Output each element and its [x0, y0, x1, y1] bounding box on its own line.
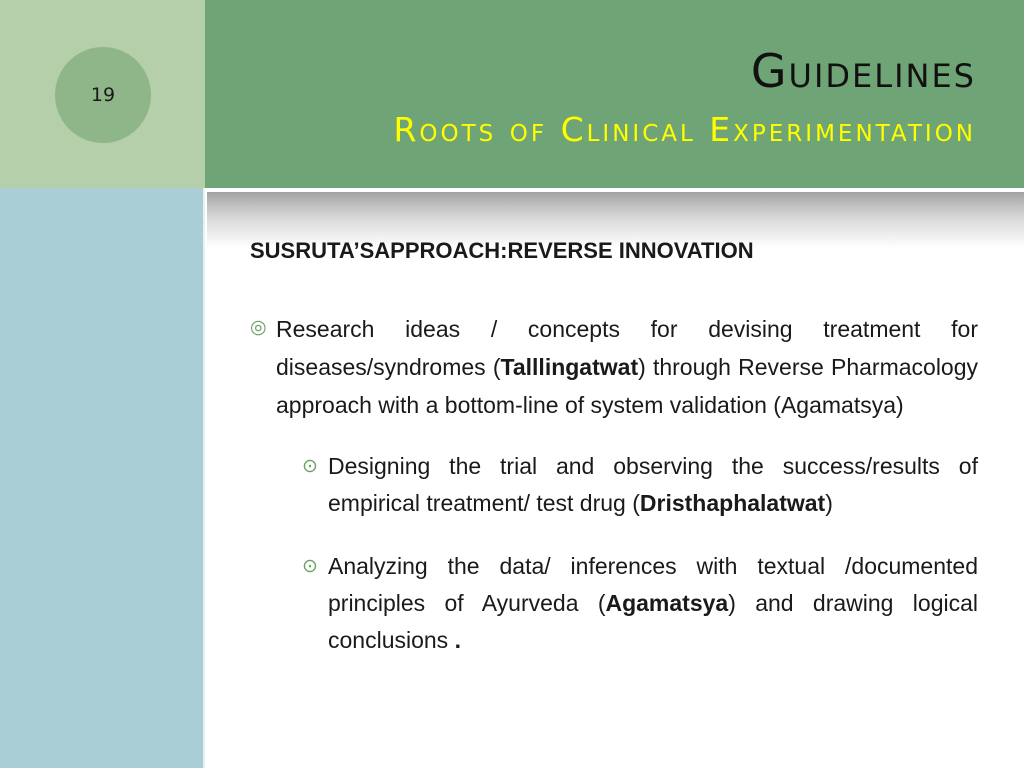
bullet-analyzing-data: [250, 548, 978, 659]
bullet-text: Designing the trial and observing the success/results of empirical treatment/ test drug (: [328, 453, 978, 516]
bullet-text: ) and drawing logical conclusions: [328, 590, 979, 653]
bullet-text: Analyzing the data/ inferences with textual /documented principles of Ayurveda (: [328, 553, 978, 616]
bullet-end-period: .: [454, 627, 461, 653]
left-bottom-panel: [0, 188, 205, 768]
bullet-term: Agamatsya: [605, 590, 729, 616]
section-heading: SUSRUTA’SAPPROACH:REVERSE INNOVATION: [250, 238, 754, 263]
concentric-circle-bullet-icon: ◎: [250, 317, 267, 338]
slide-body: [250, 238, 978, 659]
bullet-term: Dristhaphalatwat: [639, 490, 826, 516]
bullet-designing-trial: [250, 448, 978, 522]
slide-subtitle: Roots of Clinical Experimentation: [393, 110, 976, 149]
bullet-text: ) through Reverse Pharmacology approach with a bottom-line of system validation (Agamatsya): [276, 354, 979, 418]
bullet-term: Talllingatwat: [500, 354, 639, 380]
circle-dot-bullet-icon: ⊙: [302, 456, 318, 477]
circle-dot-bullet-icon: ⊙: [302, 556, 318, 577]
slide-number: 19: [90, 84, 116, 106]
bullet-text: ): [825, 490, 833, 516]
slide-title: Guidelines: [750, 44, 976, 98]
bullet-text: Research ideas / concepts for devising treatment for diseases/syndromes (: [276, 316, 978, 380]
bullet-research-ideas: [250, 310, 978, 424]
